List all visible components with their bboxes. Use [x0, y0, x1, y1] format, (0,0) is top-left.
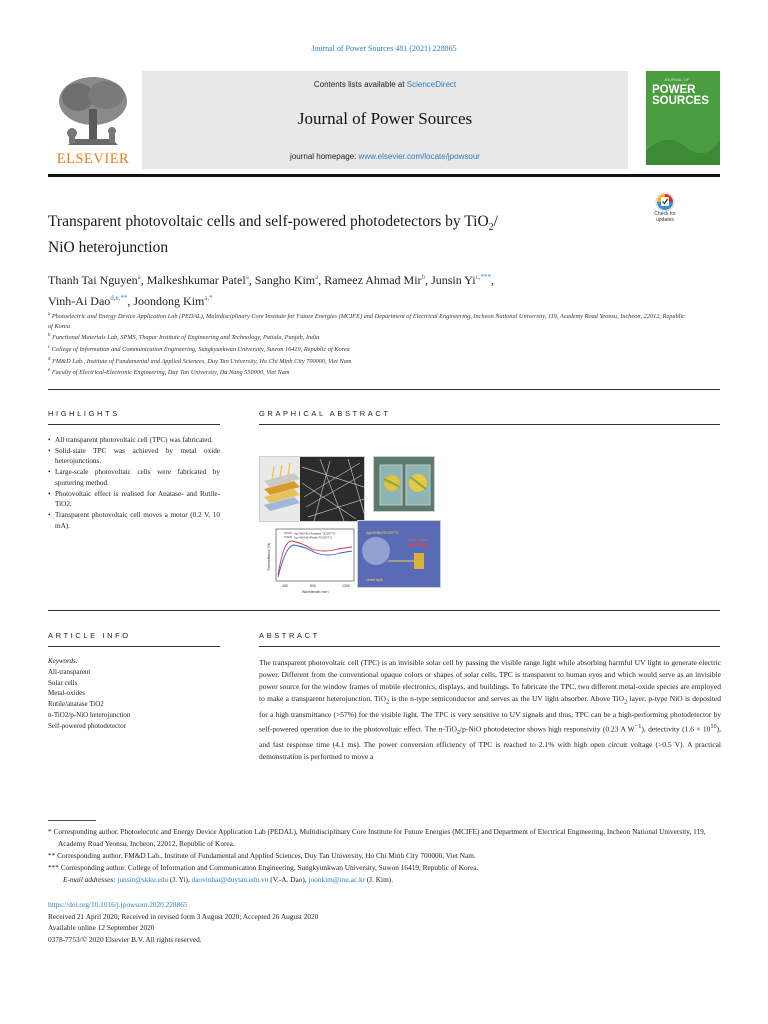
elsevier-wordmark: ELSEVIER	[56, 151, 130, 167]
affiliation-item	[48, 366, 688, 378]
contents-line	[142, 80, 628, 89]
sciencedirect-link[interactable]: ScienceDirect	[406, 80, 457, 89]
abstract-part: /p-NiO photodetector shows high responsivity (0.23 A W	[460, 724, 635, 734]
author-separator: ,	[425, 273, 432, 287]
keyword-item: n-TiO2/p-NiO heterojunction	[48, 710, 131, 719]
footnote-rule	[48, 820, 96, 821]
light-label: Under light	[366, 578, 383, 582]
email-owner: (J. Yi),	[168, 875, 192, 885]
author-separator: ,	[127, 294, 134, 308]
journal-header	[48, 71, 720, 173]
article-title	[48, 212, 648, 258]
email-owner: (V.-A. Dao),	[268, 875, 309, 885]
publication-info	[48, 899, 720, 945]
abstract-heading: ABSTRACT	[259, 631, 320, 640]
cover-title-line-2: SOURCES	[652, 95, 709, 107]
author-affil-marker[interactable]: a	[137, 273, 141, 281]
received-dates: Received 21 April 2020; Received in revised form 3 August 2020; Accepted 26 August 2020	[48, 911, 319, 921]
affiliation-key: d	[48, 356, 51, 362]
footnote-item: *** Corresponding author. College of Information and Communication Engineering, Sungkyunkwan University, Suwon 16419, Republic of Korea.	[48, 863, 479, 873]
author-affil-marker[interactable]: b	[421, 273, 426, 281]
affiliation-text: Functional Materials Lab, SPMS, Thapar Institute of Engineering and Technology, Patiala, Punjab, India	[52, 334, 320, 342]
email-label: E-mail addresses:	[63, 875, 118, 885]
transmittance-chart	[261, 524, 357, 594]
chart-legend-2: Ag NW/NiO/Rutile TiO2/FTO	[294, 535, 332, 540]
keyword-item: Self-powered photodetector	[48, 721, 126, 730]
affiliations	[48, 310, 688, 378]
affiliation-item	[48, 343, 688, 355]
keyword-item: Solar cells	[48, 678, 78, 687]
title-part-2: /	[493, 213, 498, 230]
keyword-item: All-transparent	[48, 667, 91, 676]
motor-demo-photo	[357, 520, 441, 588]
affiliation-text: Photoelectric and Energy Device Application Lab (PEDAL), Multidisciplinary Core Institute for Future Energies (MCIFE) and Department of Electrical Engineering, Incheon National University, 119, Academy Road Yeonsu, Incheon, 22012, Republic of Korea	[48, 313, 685, 330]
abstract-subscript: 2	[624, 698, 628, 706]
author-separator: ,	[248, 273, 255, 287]
chart-xlabel: Wavelength (nm)	[302, 590, 329, 594]
affiliation-text: FM&D Lab., Institute of Fundamental and Applied Sciences, Duy Tan University, Ho Chi Minh City 700000, Viet Nam	[52, 357, 352, 365]
online-date: Available online 12 September 2020	[48, 923, 155, 932]
article-info-rule	[48, 646, 220, 647]
cover-title	[652, 85, 709, 107]
journal-title: Journal of Power Sources	[297, 109, 473, 128]
footnotes	[48, 826, 720, 886]
abstract-part: ), and fast response time (4.1 ms). The power conversion efficiency of TPC is reached to 2.1% with high open circuit voltage (>0.5 V). A practical demonstration is performed to move a	[259, 724, 722, 762]
title-subscript: 2	[488, 222, 494, 234]
author-list	[48, 268, 688, 310]
abstract-part: layer, p-type NiO is deposited for a high transmittance (>57%) for the visible light. The TPC is very sensitive to UV signals and thus, TPC can be a high-performing photodetector by self-powered operation due to the photovoltaic effect. The n-TiO	[259, 694, 721, 734]
device-label: AgNW/NiO/TiO2/FTO	[366, 531, 399, 535]
affiliation-text: Faculty of Electrical-Electronic Engineering, Duy Tan University, Da Nang 550000, Viet Nam	[51, 369, 290, 377]
author-name[interactable]: Rameez Ahmad Mir	[324, 273, 422, 287]
abstract-part: The transparent photovoltaic cell (TPC) is an invisible solar cell by passing the visible range light while absorbing harmful UV light to generate electric power. Different from the conventional opaque colors or shapes of solar cells, TPC is transparent to human eyes and which would serve as an invisible power source for the window frames of mobile electronics, displays, and buildings. To fabricate the TPC, two different metal-oxide species are employed to make a transparent heterojunction. TiO	[259, 658, 721, 704]
highlights-list	[48, 435, 220, 531]
cover-small-text: JOURNAL OF	[664, 77, 690, 82]
copyright: 0378-7753/© 2020 Elsevier B.V. All rights reserved.	[48, 934, 202, 944]
author-affil-marker[interactable]: a	[245, 273, 249, 281]
highlight-item: • Transparent photovoltaic cell moves a motor (0.2 V, 10 mA).	[48, 510, 220, 531]
abstract-rule	[259, 646, 720, 647]
keywords-label: Keywords:	[48, 657, 79, 665]
affiliation-key: a	[48, 312, 51, 317]
highlight-item: • Solid-state TPC was achieved by metal oxide heterojunctions.	[48, 446, 220, 467]
email-link[interactable]: daovinhai@duytan.edu.vn	[191, 875, 269, 885]
cover-title-line-1: POWER	[652, 84, 696, 96]
check-for-updates-label	[646, 212, 684, 223]
graphical-abstract-bottom-rule	[48, 610, 720, 611]
affiliation-key: c	[48, 344, 51, 350]
device-schematic-panel	[259, 456, 365, 522]
title-line-2: NiO heterojunction	[48, 239, 169, 257]
affiliation-key: e	[48, 368, 51, 374]
journal-citation-link[interactable]: Journal of Power Sources 481 (2021) 228865	[311, 44, 457, 53]
author-name[interactable]: Thanh Tai Nguyen	[48, 273, 138, 287]
abstract-text	[259, 657, 721, 763]
author-name[interactable]: Vinh-Ai Dao	[48, 294, 111, 308]
chart-ylabel: Transmittance (%)	[267, 542, 271, 571]
highlight-item: • Large-scale photovoltaic cells were fabricated by sputtering method.	[48, 467, 220, 488]
article-info-heading: ARTICLE INFO	[48, 631, 131, 640]
check-for-updates-badge[interactable]	[646, 192, 684, 228]
email-owner: (J. Kim).	[365, 875, 394, 885]
email-link[interactable]: junsin@skku.edu	[117, 875, 169, 885]
transparent-cell-photo	[373, 456, 435, 512]
abstract-superscript: 10	[710, 722, 717, 730]
check-for-updates-line-2: updates	[656, 216, 674, 223]
author-affil-marker[interactable]: a,*	[204, 294, 213, 302]
footnote-item: * Corresponding author. Photoelectric and Energy Device Application Lab (PEDAL), Multidisciplinary Core Institute for Future Energies (MCIFE) and Department of Electrical Engineering, Incheon National University, 119, Academy Road Yeonsu, Incheon, 22012, Republic of Korea.	[48, 827, 706, 849]
keyword-item: Metal-oxides	[48, 689, 85, 698]
keyword-item: Rutile/anatase TiO2	[48, 700, 104, 709]
affiliations-divider	[48, 389, 720, 390]
header-divider	[48, 174, 720, 177]
footnote-item: ** Corresponding author. FM&D Lab., Institute of Fundamental and Applied Sciences, Duy Tan University, Ho Chi Minh City 700000, Viet Nam.	[48, 851, 476, 861]
chart-xtick: 1200	[342, 584, 350, 588]
chart-legend-1: Ag NW/NiO/Anatase TiO2/FTO	[294, 531, 336, 536]
graphical-abstract-heading: GRAPHICAL ABSTRACT	[259, 409, 391, 418]
motor-label: Motor rotation	[408, 538, 429, 542]
graphical-abstract-rule	[259, 424, 720, 425]
email-line	[48, 874, 720, 886]
check-for-updates-line-1: Check for	[654, 211, 676, 217]
affiliation-key: b	[48, 333, 51, 339]
keywords-block	[48, 656, 220, 732]
author-name[interactable]: Sangho Kim	[254, 273, 316, 287]
title-part-1: Transparent photovoltaic cells and self-powered photodetectors by TiO	[48, 213, 489, 230]
author-name[interactable]: Joondong Kim	[133, 294, 205, 308]
journal-banner	[142, 71, 628, 169]
affiliation-item	[48, 355, 688, 367]
abstract-part: ), detectivity (1.6 × 10	[641, 724, 711, 734]
affiliation-item	[48, 331, 688, 343]
journal-cover-image[interactable]	[646, 71, 720, 165]
abstract-subscript: 2	[456, 728, 460, 736]
chart-xtick: 800	[310, 584, 316, 588]
homepage-link[interactable]: www.elsevier.com/locate/jpowsour	[358, 152, 480, 161]
affiliation-text: College of Information and Communication Engineering, Sungkyunkwan University, Suwon 16419, Republic of Korea	[51, 346, 350, 354]
author-name[interactable]: Malkeshkumar Patel	[146, 273, 246, 287]
abstract-superscript: −1	[634, 722, 642, 730]
highlight-item: • Photovoltaic effect is realised for Anatase- and Rutile-TiO2.	[48, 489, 220, 510]
author-affil-marker[interactable]: c,***	[475, 273, 491, 281]
author-affil-marker[interactable]: a	[315, 273, 319, 281]
author-separator: ,	[491, 273, 494, 287]
author-separator: ,	[140, 273, 147, 287]
homepage-line	[142, 152, 628, 161]
homepage-label: journal homepage:	[290, 152, 359, 161]
graphical-abstract-figure[interactable]	[259, 450, 459, 600]
chart-xtick: 400	[282, 584, 288, 588]
abstract-part: is the n-type semiconductor and serves as the UV light absorber. Above TiO	[389, 694, 625, 704]
author-separator: ,	[318, 273, 325, 287]
highlight-item: • All transparent photovoltaic cell (TPC) was fabricated.	[48, 435, 220, 446]
doi-link[interactable]: https://doi.org/10.1016/j.jpowsour.2020.228865	[48, 900, 188, 909]
author-affil-marker[interactable]: d,e,**	[110, 294, 128, 302]
author-name[interactable]: Junsin Yi	[431, 273, 476, 287]
highlights-heading: HIGHLIGHTS	[48, 409, 120, 418]
abstract-subscript: 2	[385, 698, 390, 706]
email-link[interactable]: joonkim@inu.ac.kr	[308, 875, 366, 885]
highlights-rule	[48, 424, 220, 425]
affiliation-item	[48, 310, 688, 331]
contents-prefix: Contents lists available at	[313, 80, 407, 89]
